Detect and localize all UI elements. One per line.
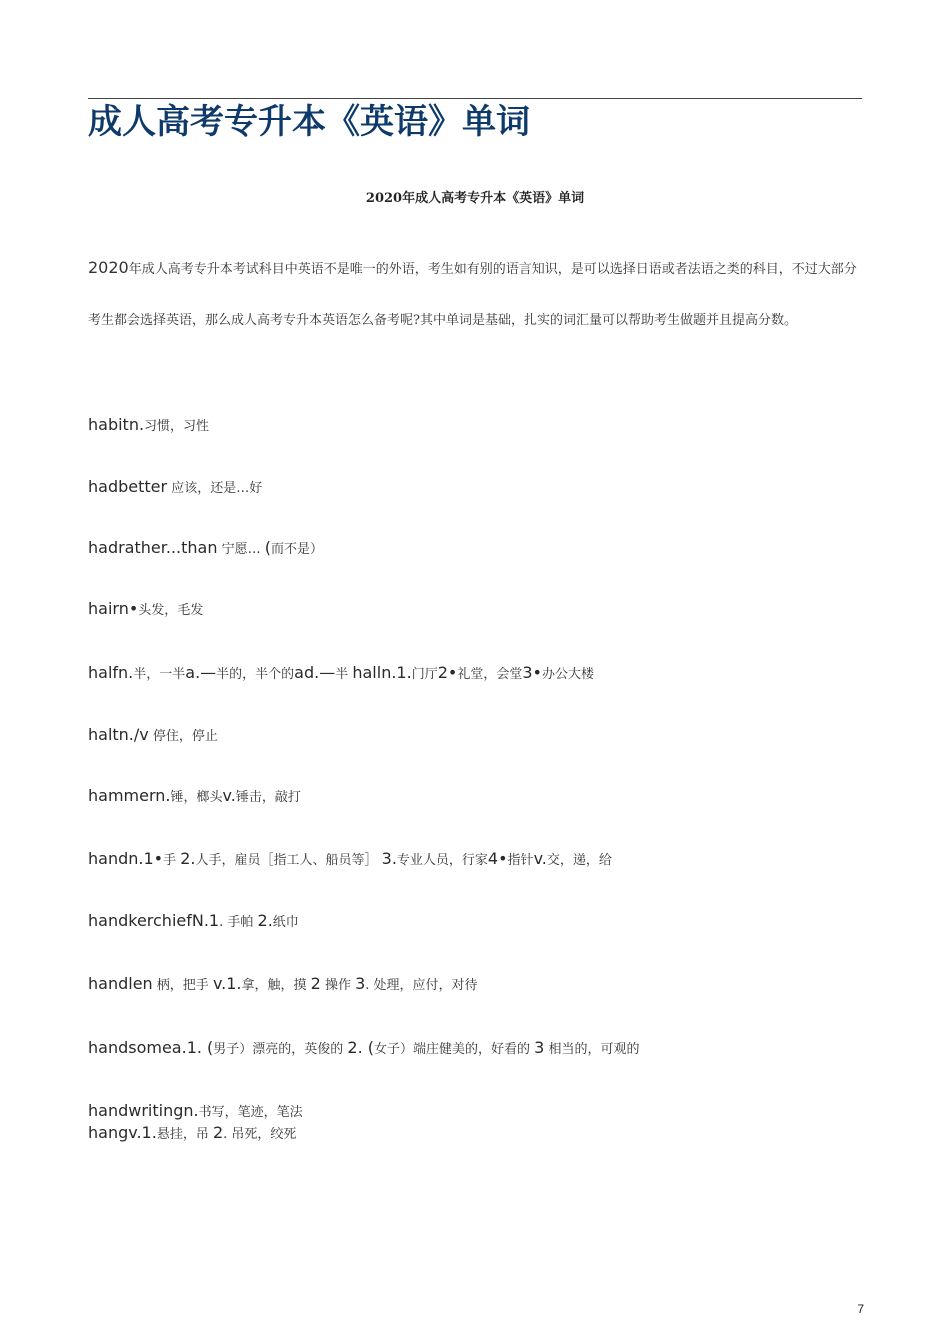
entry-term: hammern. (88, 786, 171, 805)
entry-definition: 指针 (507, 853, 534, 868)
entry-term: 2. ( (347, 1038, 375, 1057)
entry-definition: 女子）端庄健美的，好看的 (374, 1042, 535, 1057)
entry-definition: . 手帕 (219, 915, 258, 930)
entry-term: handwritingn. (88, 1101, 199, 1120)
entry-definition: 人手，雇员［指工人、船员等］ (195, 853, 382, 868)
entry-term: habitn. (88, 415, 145, 434)
intro-year: 2020 (88, 258, 129, 277)
vocab-entry (88, 724, 218, 748)
entry-definition: 办公大楼 (541, 667, 594, 682)
entry-term: a.— (185, 663, 217, 682)
entry-definition: . 处理，应付，对待 (365, 978, 478, 993)
vocab-entry (88, 1037, 639, 1061)
entry-term: v. (533, 849, 547, 868)
vocab-entry (88, 785, 301, 809)
entry-definition: 手 (163, 853, 181, 868)
entry-term: 2. (180, 849, 196, 868)
entry-term: 2• (437, 663, 458, 682)
entry-definition: 门厅 (411, 667, 438, 682)
entry-term: hadbetter (88, 477, 168, 496)
entry-term: hairn• (88, 599, 139, 618)
intro-text: 年成人高考专升本考试科目中英语不是唯一的外语，考生如有别的语言知识，是可以选择日语或者法语之类的科目，不过大部分考生都会选择英语，那么成人高考专升本英语怎么备考呢?其中单词是基础，扎实的词汇量可以帮助考生做题并且提高分数。 (88, 262, 857, 328)
entry-term: handlen (88, 974, 153, 993)
entry-definition: . 吊死，绞死 (223, 1127, 297, 1142)
entry-definition: 书写，笔迹，笔法 (198, 1105, 303, 1120)
entry-term: hadrather...than (88, 538, 218, 557)
page-number: 7 (857, 1302, 864, 1316)
entry-term: ( (264, 538, 271, 557)
document-subtitle: 2020年成人高考专升本《英语》单词 (365, 191, 585, 206)
entry-definition: 半的，半个的 (216, 667, 295, 682)
vocab-entry (88, 1100, 303, 1124)
entry-definition: 操作 (320, 978, 356, 993)
document-title: 成人高考专升本《英语》单词 (88, 102, 530, 142)
vocab-entry (88, 1122, 296, 1146)
vocab-entry (88, 973, 478, 997)
entry-definition: 悬挂，吊 (156, 1127, 213, 1142)
entry-term: 3 (534, 1038, 545, 1057)
entry-definition: 宁愿… (217, 542, 265, 557)
entry-definition: 男子）漂亮的，英俊的 (213, 1042, 348, 1057)
intro-paragraph (88, 242, 862, 346)
entry-term: v.1. (212, 974, 242, 993)
entry-definition: 礼堂，会堂 (457, 667, 523, 682)
entry-term: 2 (212, 1123, 224, 1142)
entry-definition: 专业人员，行家 (396, 853, 488, 868)
entry-term: ad.— (294, 663, 336, 682)
vocab-entry (88, 848, 612, 872)
vocab-entry (88, 910, 299, 934)
entry-definition: 锤击，敲打 (235, 790, 301, 805)
entry-definition: 应该，还是…好 (167, 481, 263, 496)
entry-definition: 柄，把手 (152, 978, 213, 993)
entry-term: 2 (310, 974, 321, 993)
entry-term: 4• (487, 849, 508, 868)
entry-definition: 纸巾 (272, 915, 299, 930)
header-rule (88, 98, 862, 99)
vocab-entry (88, 414, 209, 438)
entry-term: 3• (522, 663, 542, 682)
vocab-entry (88, 662, 594, 686)
entry-definition: 半，一半 (133, 667, 186, 682)
entry-term: halfn. (88, 663, 134, 682)
entry-term: haltn./v (88, 725, 149, 744)
entry-definition: 交，递，给 (546, 853, 612, 868)
vocab-entry (88, 598, 203, 622)
entry-definition: 锤，榔头 (170, 790, 223, 805)
entry-term: handkerchiefN.1 (88, 911, 220, 930)
entry-term: v. (222, 786, 236, 805)
vocab-entry (88, 537, 323, 561)
entry-definition: 头发，毛发 (138, 603, 204, 618)
entry-term: handsomea.1. ( (88, 1038, 214, 1057)
entry-definition: 半 (335, 667, 353, 682)
entry-definition: 习惯，习性 (144, 419, 210, 434)
entry-term: 3 (355, 974, 366, 993)
entry-term: halln.1. (352, 663, 412, 682)
entry-term: hangv.1. (88, 1123, 157, 1142)
vocab-entry (88, 476, 262, 500)
entry-term: 2. (257, 911, 273, 930)
entry-definition: 相当的，可观的 (544, 1042, 640, 1057)
entry-term: handn.1• (88, 849, 164, 868)
entry-term: 3. (381, 849, 397, 868)
entry-definition: 拿，触，摸 (241, 978, 311, 993)
entry-definition: 停住，停止 (148, 729, 218, 744)
entry-definition: 而不是） (270, 542, 323, 557)
